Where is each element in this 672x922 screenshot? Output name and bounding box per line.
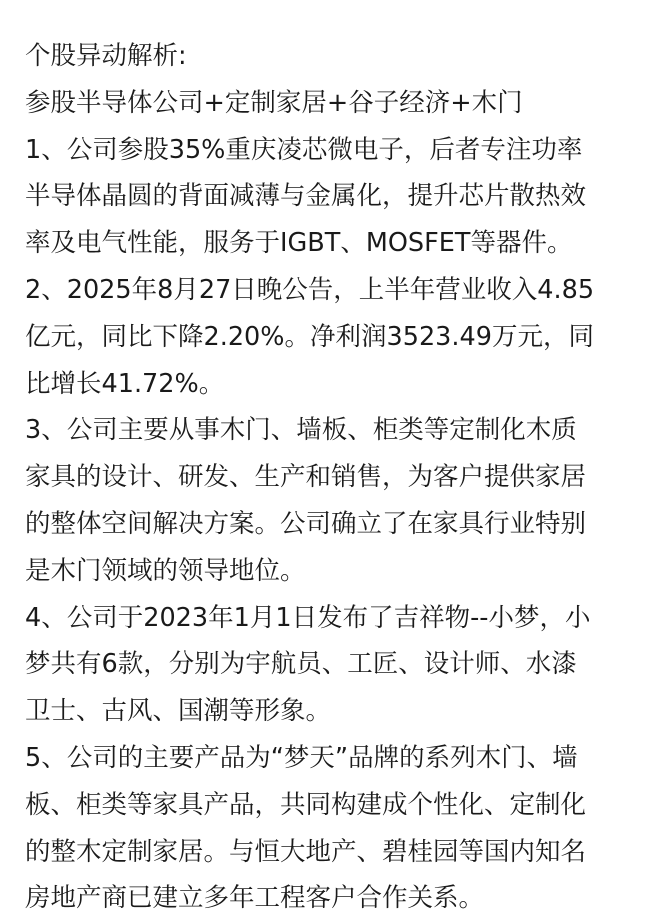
point-4-line-3: 卫士、古风、国潮等形象。 [25, 696, 332, 727]
point-3-line-2: 家具的设计、研发、生产和销售，为客户提供家居 [25, 462, 587, 493]
point-3-line-1: 3、公司主要从事木门、墙板、柜类等定制化木质 [25, 415, 577, 446]
point-5 [25, 735, 652, 922]
point-3 [25, 407, 652, 594]
article-subheading: 参股半导体公司+定制家居+谷子经济+木门 [25, 87, 523, 118]
point-2-line-1: 2、2025年8月27日晚公告，上半年营业收入4.85 [25, 274, 595, 305]
point-1-line-2: 半导体晶圆的背面减薄与金属化，提升芯片散热效 [25, 181, 587, 212]
point-1 [25, 127, 652, 267]
point-1-line-3: 率及电气性能，服务于IGBT、MOSFET等器件。 [25, 228, 573, 259]
point-4-line-1: 4、公司于2023年1月1日发布了吉祥物--小梦，小 [25, 602, 591, 633]
point-5-line-1: 5、公司的主要产品为“梦天”品牌的系列木门、墙 [25, 742, 578, 773]
point-4 [25, 595, 652, 735]
point-2-line-3: 比增长41.72%。 [25, 368, 225, 399]
point-5-line-2: 板、柜类等家具产品，共同构建成个性化、定制化 [25, 789, 587, 820]
point-4-line-2: 梦共有6款，分别为宇航员、工匠、设计师、水漆 [25, 649, 577, 680]
point-1-line-1: 1、公司参股35%重庆凌芯微电子，后者专注功率 [25, 134, 583, 165]
point-2-line-2: 亿元，同比下降2.20%。净利润3523.49万元，同 [25, 321, 594, 352]
point-3-line-4: 是木门领域的领导地位。 [25, 555, 306, 586]
point-5-line-4: 房地产商已建立多年工程客户合作关系。 [25, 883, 485, 914]
point-2 [25, 267, 652, 407]
point-5-line-3: 的整木定制家居。与恒大地产、碧桂园等国内知名 [25, 836, 587, 867]
point-3-line-3: 的整体空间解决方案。公司确立了在家具行业特别 [25, 508, 587, 539]
article-heading: 个股异动解析: [25, 41, 187, 71]
